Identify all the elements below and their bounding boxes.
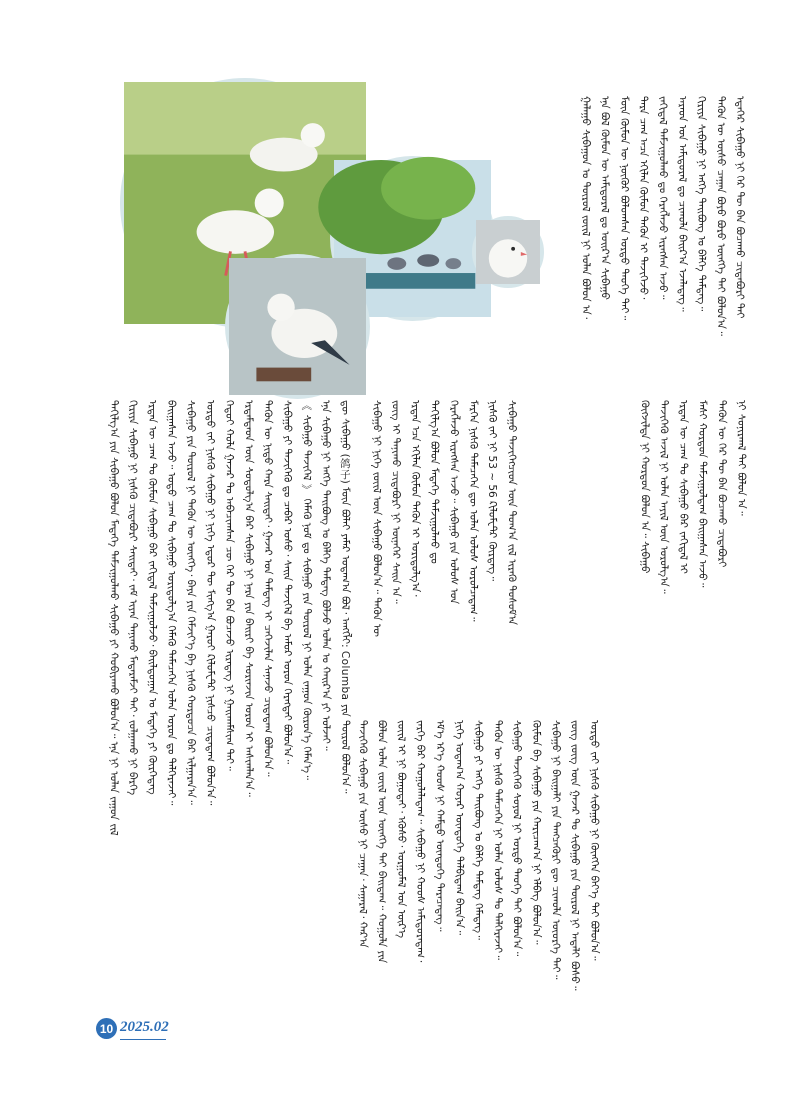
left-block-line: ᠲᠡᠭᠦᠨ ᠦ ᠨᠢᠳᠦ ᠬᠠᠷᠠ ᠰᠠᠢᠲᠠᠢ᠂ ᠭᠠᠵᠠᠷ ᠤᠨ ᠲᠡᠮᠳᠡᠭ ᠢ ᠴᠡᠭᠡᠵᠢᠯᠡᠨ ᠰᠠᠨᠠᠵᠤ ᠴᠢᠳᠠᠳᠠᠭ ᠪᠣᠯᠤᠨ᠎ᠠ᠃ <box>261 400 274 777</box>
middle-block-line: ᠵᠦᠭ ᠢ ᠲᠠᠨᠢᠬᠤ ᠴᠢᠳᠠᠪᠤᠷᠢ ᠨᠢ ᠦᠨᠡᠬᠡᠷ ᠰᠠᠢᠨ ᠠ᠃ <box>389 400 402 604</box>
top-block-line: ᠲᠡᠷᠡ ᠴᠠᠭ ᠠᠴᠠ ᠡᠬᠢᠯᠡᠨ ᠬᠦᠮᠦᠨ ᠲᠡᠭᠦᠨ ᠢ ᠲᠡᠵᠢᠭᠡᠵᠦ᠂ <box>637 96 650 300</box>
right-block-line: ᠬᠥᠭᠵᠢᠯᠲᠡ ᠨᠢ ᠬᠤᠷᠳᠤᠨ ᠪᠣᠯᠤᠨ ᠠ᠃ ᠰᠢᠪᠠᠭᠤ <box>638 400 651 574</box>
text-block-middle <box>366 400 582 700</box>
middle-block-line: ᠰᠢᠪᠠᠭᠤ ᠨᠢ ᠨᠢᠭᠡ ᠵᠦᠢᠯ ᠦᠨ ᠰᠢᠪᠠᠭᠤ ᠪᠣᠯᠤᠨ᠎ᠠ᠃ ᠲᠡᠭᠦᠨ ᠦ <box>370 400 383 637</box>
left-block-line: ᠲᠠᠭᠢᠯᠭ᠎ᠠ ᠶᠢᠨ ᠰᠢᠪᠠᠭᠤ ᠪᠣᠯᠤᠨ ᠮᠡᠳᠡᠭᠡ ᠳᠠᠮᠵᠢᠭᠤᠯᠬᠤ ᠰᠢᠪᠠᠭᠤ ᠶᠢ ᠬᠤᠪᠢᠶᠠᠬᠤ ᠪᠤᠯᠤᠨ᠎ᠠ᠃ ᠡᠨᠡ ᠨᠢ ᠣᠯᠠᠨ ᠵᠠᠭᠤᠨ ᠵᠢᠯ <box>107 400 120 836</box>
left-block-line: ᠬᠢᠷᠢᠶᠡ ᠰᠢᠪᠠᠭᠤ ᠨᠢ ᠨᠢᠰᠬᠦ ᠴᠢᠳᠠᠪᠤᠷᠢ ᠰᠠᠢᠲᠠᠢ᠂ ᠵᠠᠮ ᠢᠶᠠᠨ ᠲᠠᠨᠢᠬᠤ ᠮᠡᠳᠡᠷᠡᠮᠵᠢ ᠲᠠᠢ᠂ ᠵᠣᠯᠭᠠᠬᠤ ᠨᠢ ᠪᠡᠷᠬᠡ <box>126 400 139 796</box>
lower-middle-block-line: ᠡᠮ᠎ᠡ ᠡᠷ᠎ᠡ ᠬᠣᠣᠰ ᠨᠢ ᠬᠠᠮᠲᠤ ᠥᠨᠳᠦᠭᠡ ᠳᠡᠷᠡᠴᠡᠳᠡᠭ᠃ <box>433 720 446 932</box>
lower-middle-block-line: ᠲᠡᠵᠢᠭᠡᠬᠦ ᠰᠢᠪᠠᠭᠤ ᠶᠢᠨ ᠦᠰᠦ ᠨᠢ ᠴᠠᠭᠠᠨ᠂ ᠰᠠᠭᠠᠷᠠᠯ᠂ ᠬᠠᠷ᠎ᠠ <box>356 720 369 948</box>
lower-middle-block-line: ᠤᠷᠲᠤ ᠵᠠᠢ ᠨᠢᠰᠬᠦ ᠰᠢᠪᠠᠭᠤ ᠨᠢ ᠬᠥᠩᠭᠡᠨ ᠪᠡᠶ᠎ᠡ ᠲᠡᠢ ᠪᠣᠯᠤᠨ᠎ᠠ᠃ <box>587 720 600 961</box>
lower-middle-block-line: ᠵᠦᠭ ᠵᠦᠭ ᠦᠨ ᠭᠠᠵᠠᠷ ᠲᠤ ᠰᠢᠪᠠᠭᠤ ᠶᠢᠨ ᠲᠥᠷᠥᠯ ᠨᠢ ᠠᠳᠠᠯᠢ ᠪᠤᠰᠤ᠃ <box>568 720 581 991</box>
photo-collage <box>100 66 560 406</box>
lower-middle-block-line: ᠬᠦᠮᠦᠨ ᠪᠠ ᠰᠢᠪᠠᠭᠤ ᠶᠢᠨ ᠬᠠᠷᠢᠴᠠᠭ᠎ᠠ ᠨᠢ ᠡᠯᠪᠡᠭ ᠪᠣᠯᠤᠨ᠎ᠠ᠃ <box>529 720 542 945</box>
pigeon-head-photo <box>472 216 544 288</box>
issue-underline <box>120 1039 166 1040</box>
lower-middle-block-line: ᠰᠢᠪᠠᠭᠤ ᠨᠢ ᠪᠠᠢᠭᠠᠯᠢ ᠶᠢᠨ ᠲᠡᠩᠴᠡᠭᠦᠷᠢ ᠳᠦ ᠴᠢᠬᠤᠯᠠ ᠦᠦᠷᠭᠡ ᠲᠡᠢ᠃ <box>549 720 562 980</box>
top-block-line: ᠮᠥᠨ ᠬᠦᠮᠦᠨ ᠦ ᠨᠥᠬᠥᠷ ᠪᠣᠯᠣᠭᠰᠠᠨ ᠤᠷᠲᠤ ᠲᠡᠦᠬᠡ ᠲᠡᠢ᠃ <box>617 96 630 321</box>
top-block-line: ᠡᠳᠡᠭᠡᠷ ᠰᠢᠪᠠᠭᠤ ᠨᠢ ᠭᠡᠷ ᠲᠦ ᠪᠡᠨ ᠪᠤᠴᠠᠬᠤ ᠴᠢᠳᠠᠪᠤᠷᠢ ᠲᠠᠢ <box>733 96 746 319</box>
right-block-line: ᠮᠠᠰᠢ ᠬᠤᠷᠳᠤᠨ ᠳᠠᠮᠵᠢᠭᠤᠯᠳᠠᠭ ᠪᠠᠢᠭᠠᠰᠠᠨ ᠠᠵᠤ᠃ <box>696 400 709 588</box>
left-block-line: ᠰᠢᠪᠠᠭᠤ ᠶᠢ ᠲᠡᠵᠢᠭᠡᠬᠦ ᠳᠤ ᠴᠡᠪᠡᠷ ᠤᠰᠤ᠂ ᠰᠠᠢᠨ ᠲᠡᠵᠢᠭᠡᠯ ᠪᠠ ᠠᠮᠤᠷ ᠣᠷᠣᠨ ᠬᠡᠷᠡᠭᠲᠡᠢ ᠪᠣᠯᠤᠨ᠎ᠠ᠃ <box>280 400 293 765</box>
middle-block-line: ᠮᠡᠷᠭᠡᠨ ᠨᠢᠰᠬᠦ ᠲᠡᠮᠡᠴᠡᠭᠡᠨ ᠳᠦ ᠣᠯᠠᠨ ᠤᠯᠤᠰ ᠣᠷᠣᠯᠴᠠᠳᠠᠭ᠃ <box>466 400 479 622</box>
left-block-line: ᠡᠨᠡ ᠰᠢᠪᠠᠭᠤ ᠨᠢ ᠡᠩᠬᠡ ᠲᠠᠢᠪᠤᠩ ᠤ ᠪᠡᠯᠭᠡ ᠲᠡᠮᠳᠡᠭ ᠪᠣᠯᠵᠤ ᠣᠯᠠᠨ ᠤ ᠬᠠᠢᠷ᠎ᠠ ᠶᠢ ᠣᠯᠵᠠᠢ᠃ <box>319 400 332 751</box>
text-block-lower-middle <box>352 720 602 998</box>
left-block-line: ᠰᠢᠪᠠᠭᠤ ᠶᠢᠨ ᠲᠥᠷᠥᠯ ᠨᠢ ᠲᠡᠭᠦᠨ ᠦ ᠥᠩᠭᠡ᠂ ᠪᠡᠶᠡ ᠶᠢᠨ ᠬᠡᠮᠵᠢᠶ᠎ᠡ ᠪᠠ ᠨᠢᠰᠬᠦ ᠬᠤᠷᠳᠤᠴᠠ ᠪᠠᠷ ᠢᠯᠭᠠᠷᠠᠨ᠎ᠠ᠃ <box>184 400 197 805</box>
middle-block-line: ᠡᠷᠲᠡᠨ ᠡᠴᠡ ᠡᠬᠢᠯᠡᠨ ᠬᠦᠮᠦᠨ ᠲᠡᠭᠦᠨ ᠢ ᠤᠷᠢᠳᠤᠯᠭ᠎ᠠ᠂ <box>408 400 421 597</box>
lower-middle-block-line: ᠰᠢᠪᠠᠭᠤ ᠶᠢ ᠡᠩᠬᠡ ᠲᠠᠢᠪᠤᠩ ᠤ ᠪᠡᠯᠭᠡ ᠲᠡᠮᠳᠡᠭ ᠬᠡᠮᠡᠳᠡᠭ᠃ <box>472 720 485 940</box>
middle-block-line: ᠲᠠᠭᠢᠯᠭ᠎ᠠ ᠪᠣᠯᠤᠨ ᠮᠡᠳᠡᠭᠡ ᠳᠠᠮᠵᠢᠭᠤᠯᠬᠤ ᠳᠤ <box>428 400 441 564</box>
right-block-line: ᠲᠡᠭᠦᠨ ᠦ ᠭᠡᠷ ᠲᠦ ᠪᠡᠨ ᠪᠤᠴᠠᠬᠤ ᠴᠢᠳᠠᠪᠤᠷᠢ <box>715 400 728 568</box>
lower-middle-block-line: ᠵᠦᠢᠯ ᠢ ᠨᠢ ᠪᠤᠭᠤᠳᠠᠢ᠂ ᠡᠭᠦᠰᠦ᠂ ᠤᠷᠭᠤᠮᠠᠯ ᠤᠨ ᠦᠷ᠎ᠡ <box>394 720 407 939</box>
lower-middle-block-line: ᠨᠢᠭᠡ ᠤᠳᠠᠭ᠎ᠠ ᠬᠣᠶᠠᠷ ᠥᠨᠳᠦᠭᠡ ᠲᠠᠯᠪᠢᠳᠠᠭ ᠪᠠᠢᠨ᠎ᠠ᠃ <box>452 720 465 936</box>
top-block-line: ᠠᠷᠠᠳ ᠤᠨ ᠠᠮᠢᠳᠤᠷᠠᠯ ᠳᠤ ᠴᠢᠬᠤᠯᠠ ᠪᠠᠢᠷ᠎ᠠ ᠡᠵᠡᠯᠡᠳᠡᠭ᠃ <box>675 96 688 312</box>
right-block-line: ᠨᠢ ᠰᠣᠨᠢᠷᠬᠠᠯ ᠲᠠᠢ ᠪᠣᠯᠤᠨ ᠠ᠃ <box>734 400 747 516</box>
lower-middle-block-line: ᠪᠣᠯᠣᠨ ᠣᠯᠠᠨ ᠵᠦᠢᠯ ᠦᠨ ᠥᠩᠭᠡ ᠲᠡᠢ ᠪᠠᠢᠳᠠᠭ᠃ ᠬᠣᠭᠣᠯᠠ ᠶᠢᠨ <box>375 720 388 964</box>
top-block-line: ᠡᠨᠡ ᠪᠣᠯ ᠬᠦᠮᠦᠨ ᠦ ᠠᠮᠢᠳᠤᠷᠠᠯ ᠳᠤ ᠣᠢᠷ᠎ᠠ ᠰᠢᠪᠠᠭᠤ <box>598 96 611 300</box>
left-block-line: ᠤᠷᠲᠤ ᠵᠠᠢ ᠨᠢᠰᠬᠦ ᠰᠢᠪᠠᠭᠤ ᠨᠢ ᠨᠢᠭᠡ ᠡᠳᠦᠷ ᠲᠦ ᠮᠢᠩᠭ᠎ᠠ ᠭᠠᠷᠤᠢ ᠺᠢᠯᠣᠮᠧᠲᠷ ᠨᠢᠰᠴᠤ ᠴᠢᠳᠠᠳᠠᠭ ᠪᠣᠯᠤᠨ᠎ᠠ᠃ <box>203 400 216 806</box>
left-block-line: ᠡᠷᠲᠡᠨ ᠦ ᠴᠠᠭ ᠲᠤ ᠬᠦᠮᠦᠨ ᠰᠢᠪᠠᠭᠤ ᠪᠠᠷ ᠵᠠᠬᠢᠳᠠᠯ ᠳᠠᠮᠵᠢᠭᠤᠯᠵᠤ᠂ ᠪᠠᠢᠯᠳᠤᠭᠠᠨ ᠤ ᠮᠡᠳᠡᠭᠡ ᠶᠢ ᠬᠦᠷᠭᠡᠳᠡᠭ <box>145 400 158 795</box>
left-block-line: ᠳ᠋ᠦ᠋ ᠰᠢᠪᠠᠭᠤ (鸽子) ᠮᠥᠨ ᠪᠣᠯᠠᠢ ᠶᠠᠮᠠᠷ ᠤᠲᠠᠬ᠎ᠠ ᠪᠣᠯ᠂ ᠠᠩᠭᠯᠢ: Columba ᠶᠢᠨ ᠲᠥᠷᠥᠯ ᠪᠣᠯᠤᠨ᠎ᠠ᠃ <box>338 400 351 794</box>
lower-middle-block-line: ᠰᠢᠪᠠᠭᠤ ᠲᠡᠵᠢᠭᠡᠬᠦ ᠰᠣᠶᠣᠯ ᠨᠢ ᠤᠷᠲᠤ ᠲᠡᠦᠬᠡ ᠲᠡᠢ ᠪᠣᠯᠤᠨ᠎ᠠ᠃ <box>510 720 523 957</box>
top-block-line: ᠲᠡᠭᠦᠨ ᠦ ᠦᠰᠦ ᠴᠠᠭᠠᠨ ᠪᠤᠶᠤ ᠪᠣᠷᠣ ᠥᠩᠭᠡ ᠲᠡᠢ ᠪᠣᠯᠣᠨ᠎ᠠ᠃ <box>714 96 727 336</box>
top-block-line: ᠵᠠᠬᠢᠳᠠᠯ ᠳᠠᠮᠵᠢᠭᠤᠯᠬᠤ ᠳᠤ ᠬᠡᠷᠡᠭᠯᠡᠵᠦ ᠢᠷᠡᠭᠰᠡᠨ ᠠᠵᠤ᠃ <box>656 96 669 300</box>
right-block-line: ᠲᠡᠵᠢᠭᠡᠬᠦ ᠠᠵᠢᠯ ᠨᠢ ᠣᠯᠠᠨ ᠠᠶᠢᠯ ᠦᠨ ᠣᠷᠣᠯᠭ᠎ᠠ᠃ <box>657 400 670 594</box>
text-block-left <box>103 400 351 998</box>
white-pigeon-photo <box>225 254 370 399</box>
middle-block-line: ᠬᠡᠷᠡᠭᠯᠡᠵᠦ ᠢᠷᠡᠭᠰᠡᠨ ᠠᠵᠤ᠃ ᠰᠢᠪᠠᠭᠤ ᠶᠢᠨ ᠤᠯᠤᠰ ᠤᠨ <box>447 400 460 605</box>
issue-number: 2025.02 <box>120 1019 169 1035</box>
white-pigeon-image <box>229 258 366 395</box>
pigeon-head-image <box>476 220 540 284</box>
text-block-top <box>575 96 765 378</box>
top-block-line: ᠭᠠᠯᠠᠭᠤ ᠰᠢᠪᠠᠭᠤᠨ ᠤ ᠲᠥᠷᠥᠯ ᠵᠦᠢᠯ ᠨᠢ ᠣᠯᠠᠨ ᠪᠣᠯᠣᠨ ᠠ᠂ <box>579 96 592 319</box>
middle-block-line: ᠰᠢᠪᠠᠭᠤ ᠲᠡᠵᠢᠭᠡᠭᠴᠢᠳ ᠦᠨ ᠲᠣᠭ᠎ᠠ ᠵᠢᠯ ᠢᠷᠡᠬᠦ ᠲᠤᠰᠤᠮ᠎ᠠ <box>505 400 518 626</box>
top-block-line: ᠬᠢᠷᠢᠶᠡ ᠰᠢᠪᠠᠭᠤ ᠨᠢ ᠡᠩᠬᠡ ᠲᠠᠢᠪᠤᠩ ᠤ ᠪᠡᠯᠭᠡ ᠲᠡᠮᠳᠡᠭ᠃ <box>695 96 708 312</box>
left-block-line: ᠬᠡᠳᠦᠢ ᠬᠣᠯᠠ ᠭᠠᠵᠠᠷ ᠲᠤ ᠠᠪᠠᠴᠢᠭᠰᠠᠨ ᠴᠦ ᠭᠡᠷ ᠲᠦ ᠪᠡᠨ ᠪᠤᠴᠠᠵᠤ ᠢᠷᠡᠳᠡᠭ ᠨᠢ ᠭᠠᠢᠬᠠᠮᠰᠢᠭ ᠲᠠᠢ᠃ <box>223 400 236 771</box>
right-block-line: ᠡᠷᠲᠡᠨ ᠦ ᠴᠠᠭ ᠲᠤ ᠰᠢᠪᠠᠭᠤ ᠪᠠᠷ ᠵᠠᠬᠢᠳᠠᠯ ᠢ <box>676 400 689 574</box>
left-block-line: 《 ᠰᠢᠪᠠᠭᠤ ᠲᠡᠵᠢᠭᠡᠯ 》 ᠬᠡᠮᠡᠬᠦ ᠨᠣᠮ ᠳᠤ ᠰᠢᠪᠠᠭᠤ ᠶᠢᠨ ᠲᠥᠷᠥᠯ ᠨᠢ ᠣᠯᠠᠨ ᠵᠠᠭᠤᠨ ᠬᠦᠷᠦᠨ᠎ᠡ ᠬᠡᠮᠡᠨ᠎ᠡ᠃ <box>300 400 313 780</box>
left-block-line: ᠪᠠᠢᠭᠠᠰᠠᠨ ᠠᠵᠤ᠃ ᠣᠳᠣ ᠴᠠᠭ ᠲᠤ ᠰᠢᠪᠠᠭᠤ ᠤᠷᠢᠳᠤᠯᠭ᠎ᠠ ᠬᠡᠮᠡᠬᠦ ᠲᠡᠮᠡᠴᠡᠭᠡᠨ ᠣᠯᠠᠨ ᠣᠷᠣᠨ ᠳᠤ ᠳᠡᠯᠭᠡᠷᠡᠵᠡᠢ᠃ <box>165 400 178 806</box>
page-number-badge: 10 <box>96 1018 117 1039</box>
lower-middle-block-line: ᠵᠡᠷᠭᠡ ᠪᠡᠷ ᠬᠣᠭᠣᠯᠠᠯᠠᠳᠠᠭ᠃ ᠰᠢᠪᠠᠭᠤ ᠨᠢ ᠬᠣᠣᠰ ᠠᠮᠢᠳᠤᠷᠠᠳᠠᠭ᠂ <box>414 720 427 963</box>
middle-block-line: ᠨᠢᠰᠬᠦ ᠵᠠᠢ ᠨᠢ 53 ~ 56 ᠺᠢᠯᠣᠮᠧᠲᠷ ᠬᠦᠷᠳᠡᠭ᠃ <box>486 400 499 582</box>
left-block-line: ᠡᠷᠳᠡᠮᠲᠡᠳ ᠦᠨ ᠰᠤᠳᠤᠯᠭ᠎ᠠ ᠪᠠᠷ ᠰᠢᠪᠠᠭᠤ ᠨᠢ ᠨᠠᠷᠠ ᠶᠢᠨ ᠪᠠᠢᠷᠢ ᠪᠠ ᠰᠣᠷᠢᠨᠵᠢᠨ ᠣᠷᠣᠨ ᠢ ᠠᠰᠢᠭᠯᠠᠨ᠎ᠠ᠃ <box>242 400 255 797</box>
text-block-right <box>634 400 768 998</box>
lower-middle-block-line: ᠲᠡᠭᠦᠨ ᠦ ᠨᠢᠰᠬᠦ ᠲᠡᠮᠡᠴᠡᠭᠡᠨ ᠨᠢ ᠣᠯᠠᠨ ᠤᠯᠤᠰ ᠲᠤ ᠳᠡᠯᠭᠡᠷᠡᠵᠡᠢ᠃ <box>491 720 504 960</box>
